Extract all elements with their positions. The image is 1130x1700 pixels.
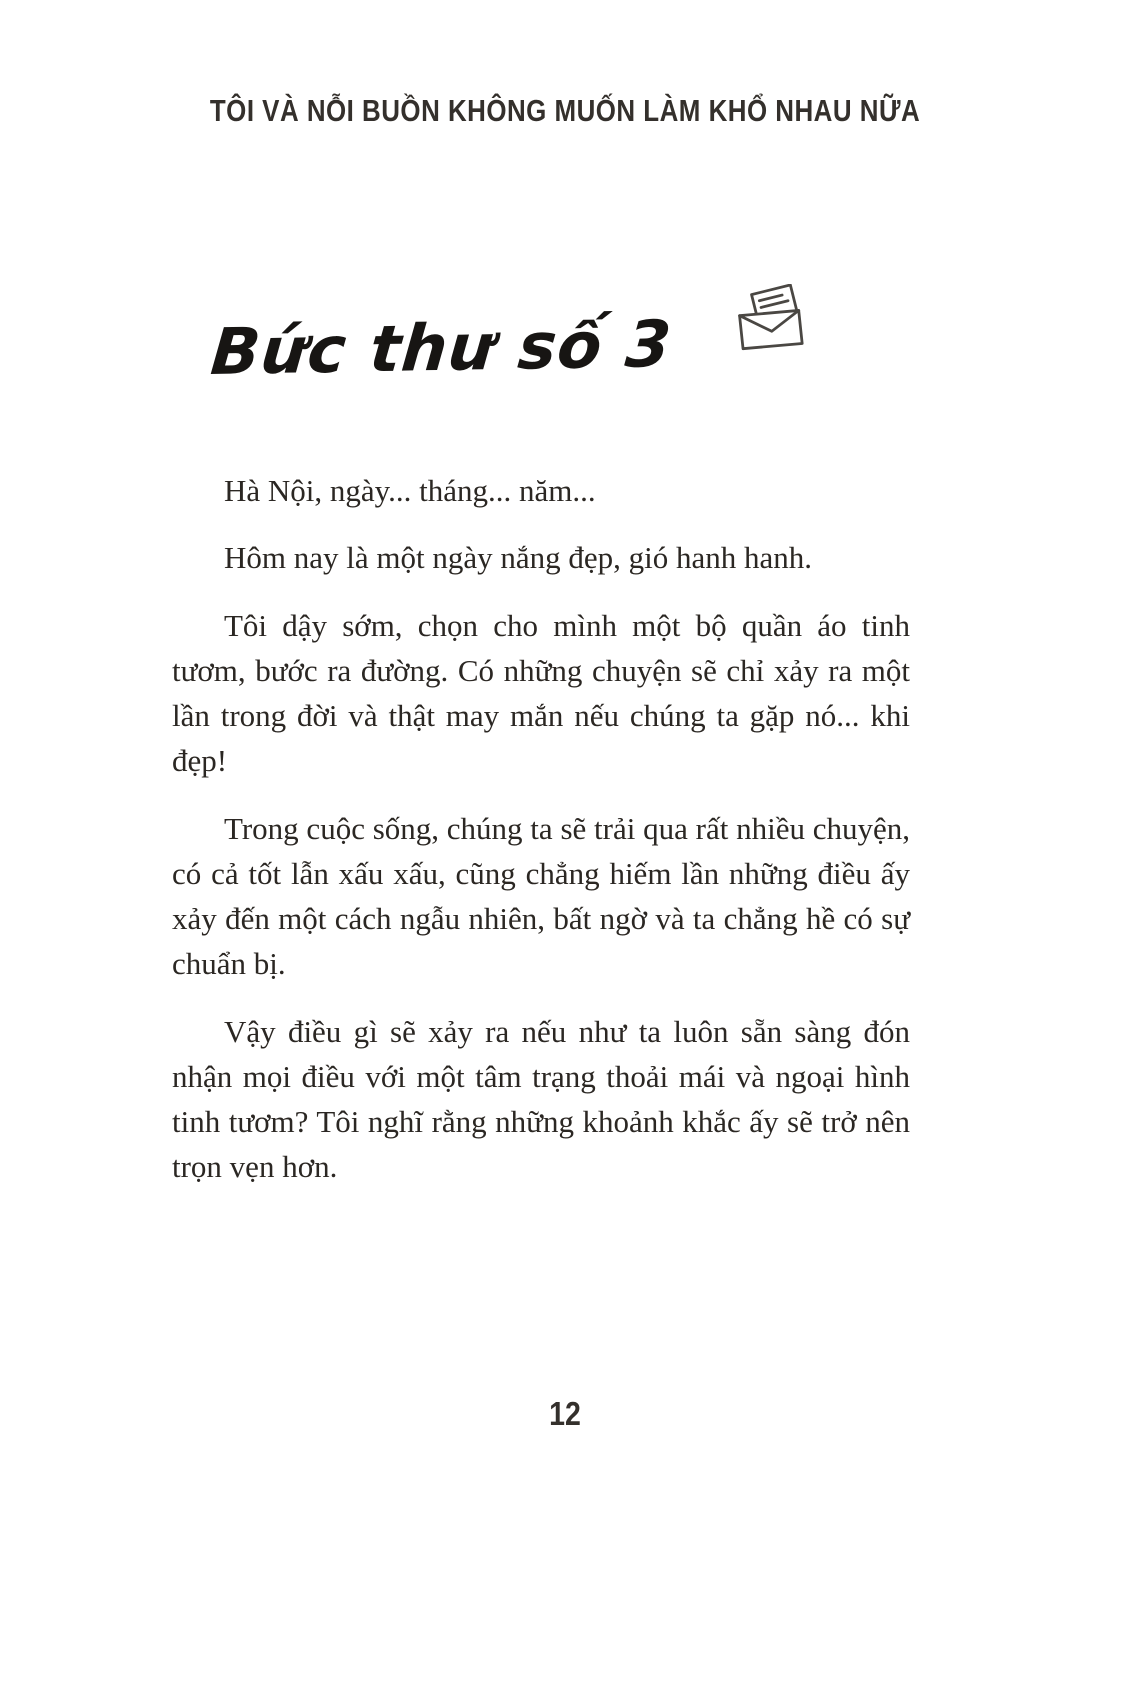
letter-body [172,468,910,1190]
chapter-title: Bức thư số 3 [207,307,675,391]
paragraph-1: Hôm nay là một ngày nắng đẹp, gió hanh hanh. [224,540,813,576]
running-header: TÔI VÀ NỖI BUỒN KHÔNG MUỐN LÀM KHỔ NHAU NỮA [209,94,921,128]
page-number: 12 [549,1396,581,1433]
dateline: Hà Nội, ngày... tháng... năm... [224,473,596,508]
chapter-heading [207,282,810,391]
envelope-letter-icon [730,284,810,361]
paragraph-3: Trong cuộc sống, chúng ta sẽ trải qua rất nhiều chuyện, có cả tốt lẫn xấu xấu, cũng chẳng hiếm lần những điều ấy xảy đến một cách ngẫu nhiên, bất ngờ và ta chẳng hề có sự chuẩn bị. [172,810,910,982]
paragraph-2: Tôi dậy sớm, chọn cho mình một bộ quần áo tinh tươm, bước ra đường. Có những chuyện sẽ chỉ xảy ra một lần trong đời và thật may mắn nếu chúng ta gặp nó... khi đẹp! [172,607,910,779]
paragraph-4: Vậy điều gì sẽ xảy ra nếu như ta luôn sẵn sàng đón nhận mọi điều với một tâm trạng thoải mái và ngoại hình tinh tươm? Tôi nghĩ rằng những khoảnh khắc ấy sẽ trở nên trọn vẹn hơn. [172,1013,910,1185]
